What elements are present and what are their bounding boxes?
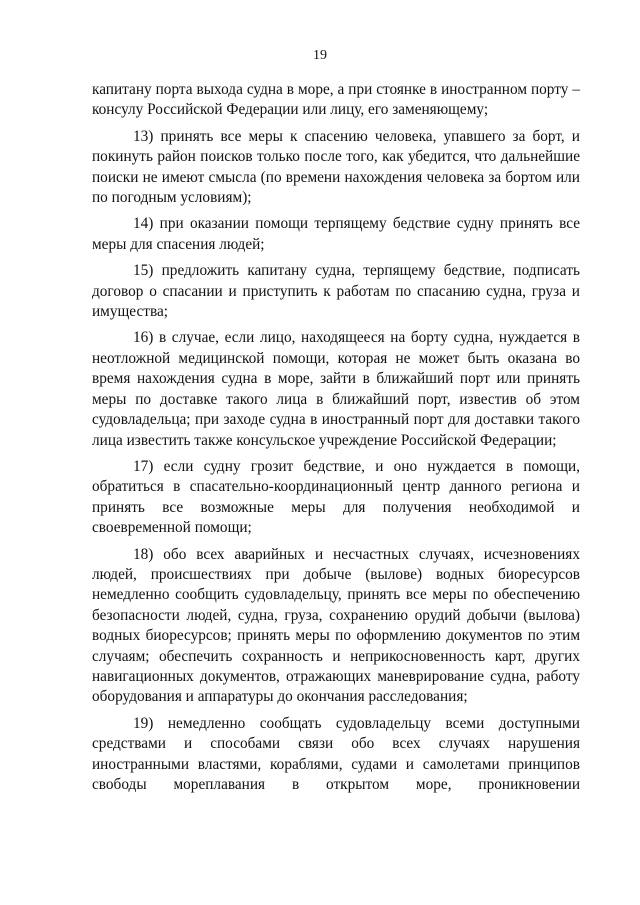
document-body <box>92 80 580 795</box>
paragraph-item-14: 14) при оказании помощи терпящему бедствие судну принять все меры для спасения людей; <box>92 215 580 253</box>
paragraph-item-16: 16) в случае, если лицо, находящееся на борту судна, нуждается в неотложной медицинской помощи, которая не может быть оказана во время нахождения судна в море, зайти в ближайший порт или принять меры по доставке такого лица в ближайший порт, известив об этом судовладельца; при заходе судна в иностранный порт для доставки такого лица известить также консульское учреждение Российской Федерации; <box>92 329 580 449</box>
paragraph-item-19: 19) немедленно сообщать судовладельцу всеми доступными средствами и способами связи обо всех случаях нарушения иностранными властями, кораблями, судами и самолетами принципов свободы мореплавания в открытом море, проникновении <box>92 714 580 793</box>
paragraph-continuation: капитану порта выхода судна в море, а при стоянке в иностранном порту – консулу Российской Федерации или лицу, его заменяющему; <box>92 81 580 119</box>
paragraph-item-18: 18) обо всех аварийных и несчастных случаях, исчезновениях людей, происшествиях при добыче (вылове) водных биоресурсов немедленно сообщить судовладельцу, принять все меры по обеспечению безопасности людей, судна, груза, сохранению орудий добычи (вылова) водных биоресурсов; принять меры по оформлению документов по этим случаям; обеспечить сохранность и неприкосновенность карт, других навигационных документов, отражающих маневрирование судна, работу оборудования и аппаратуры до окончания расследования; <box>92 545 580 706</box>
paragraph-item-13: 13) принять все меры к спасению человека, упавшего за борт, и покинуть район поисков только после того, как убедится, что дальнейшие поиски не имеют смысла (по времени нахождения человека за бортом или по погодным условиям); <box>92 127 580 207</box>
paragraph-item-17: 17) если судну грозит бедствие, и оно нуждается в помощи, обратиться в спасательно-координационный центр данного региона и принять все возможные меры для получения необходимой и своевременной помощи; <box>92 457 580 537</box>
page-number: 19 <box>313 48 327 63</box>
paragraph-item-15: 15) предложить капитану судна, терпящему бедствие, подписать договор о спасании и приступить к работам по спасанию судна, груза и имущества; <box>92 262 580 321</box>
